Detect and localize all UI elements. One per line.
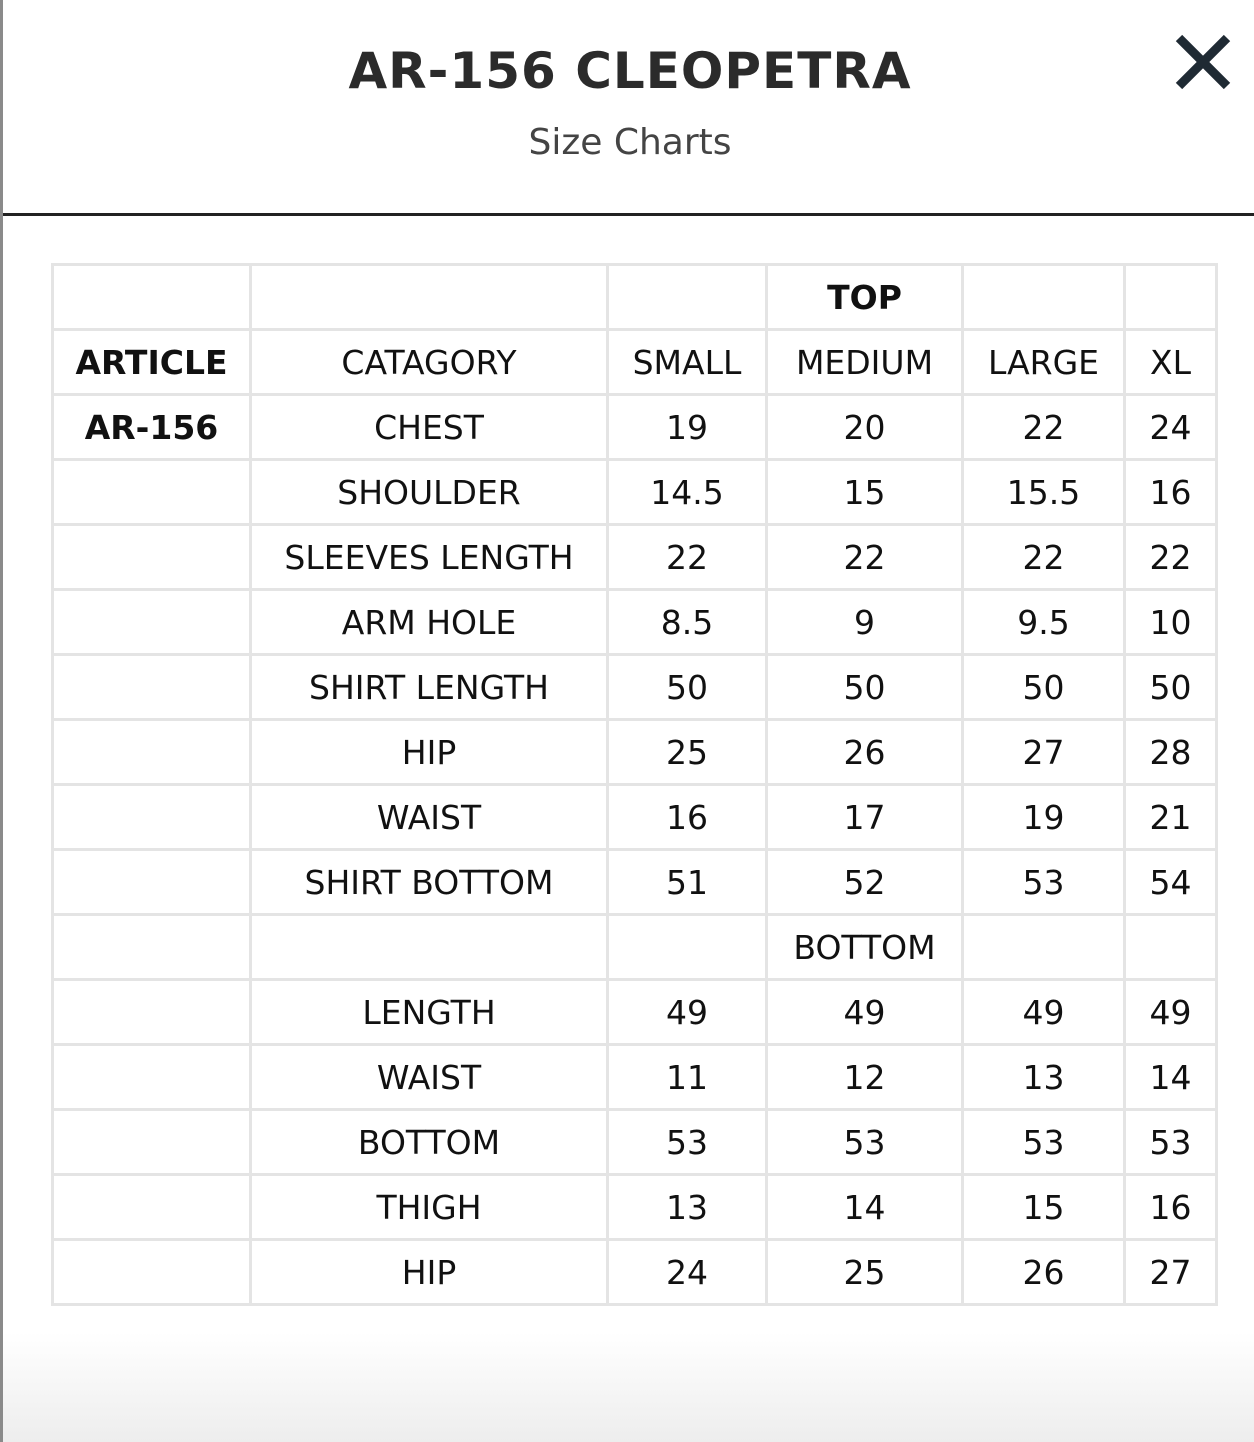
empty-cell [963,915,1125,980]
empty-cell [1125,265,1217,330]
small-value-cell: 14.5 [608,460,767,525]
large-value-cell: 15.5 [963,460,1125,525]
medium-value-cell: 9 [767,590,963,655]
empty-cell [53,1175,251,1240]
medium-value-cell: 49 [767,980,963,1045]
xl-value-cell: 28 [1125,720,1217,785]
empty-cell [53,460,251,525]
size-chart-table [51,263,1218,1306]
large-value-cell: 50 [963,655,1125,720]
small-header: SMALL [608,330,767,395]
large-value-cell: 49 [963,980,1125,1045]
category-cell: SLEEVES LENGTH [251,525,608,590]
xl-value-cell: 24 [1125,395,1217,460]
medium-value-cell: 53 [767,1110,963,1175]
category-cell: HIP [251,720,608,785]
medium-value-cell: 15 [767,460,963,525]
section-header-row [53,265,1217,330]
top-section-label: TOP [767,265,963,330]
xl-value-cell: 16 [1125,1175,1217,1240]
large-value-cell: 9.5 [963,590,1125,655]
large-value-cell: 19 [963,785,1125,850]
category-cell: HIP [251,1240,608,1305]
table-row [53,1045,1217,1110]
xl-value-cell: 27 [1125,1240,1217,1305]
close-button[interactable] [1171,30,1235,94]
xl-value-cell: 54 [1125,850,1217,915]
small-value-cell: 13 [608,1175,767,1240]
xl-value-cell: 53 [1125,1110,1217,1175]
large-value-cell: 53 [963,850,1125,915]
empty-cell [251,265,608,330]
large-value-cell: 27 [963,720,1125,785]
large-header: LARGE [963,330,1125,395]
empty-cell [53,525,251,590]
small-value-cell: 11 [608,1045,767,1110]
small-value-cell: 51 [608,850,767,915]
small-value-cell: 25 [608,720,767,785]
small-value-cell: 50 [608,655,767,720]
medium-header: MEDIUM [767,330,963,395]
size-charts-subtitle: Size Charts [528,122,732,163]
empty-cell [53,590,251,655]
empty-cell [608,915,767,980]
category-cell: LENGTH [251,980,608,1045]
small-value-cell: 8.5 [608,590,767,655]
empty-cell [53,980,251,1045]
table-row [53,785,1217,850]
product-title: AR-156 CLEOPETRA [348,42,912,100]
table-row [53,720,1217,785]
small-value-cell: 24 [608,1240,767,1305]
table-row [53,1110,1217,1175]
table-row [53,525,1217,590]
xl-value-cell: 14 [1125,1045,1217,1110]
medium-value-cell: 20 [767,395,963,460]
empty-cell [53,785,251,850]
small-value-cell: 19 [608,395,767,460]
empty-cell [53,265,251,330]
category-cell: THIGH [251,1175,608,1240]
medium-value-cell: 52 [767,850,963,915]
small-value-cell: 49 [608,980,767,1045]
table-row [53,590,1217,655]
xl-value-cell: 10 [1125,590,1217,655]
category-cell: SHIRT BOTTOM [251,850,608,915]
category-cell: WAIST [251,1045,608,1110]
empty-cell [53,1045,251,1110]
xl-value-cell: 21 [1125,785,1217,850]
medium-value-cell: 17 [767,785,963,850]
empty-cell [53,720,251,785]
large-value-cell: 53 [963,1110,1125,1175]
bottom-fade [3,1332,1254,1442]
column-header-row [53,330,1217,395]
empty-cell [963,265,1125,330]
medium-value-cell: 12 [767,1045,963,1110]
xl-header: XL [1125,330,1217,395]
small-value-cell: 22 [608,525,767,590]
category-cell: SHIRT LENGTH [251,655,608,720]
category-cell: WAIST [251,785,608,850]
category-cell: CHEST [251,395,608,460]
medium-value-cell: 26 [767,720,963,785]
table-row [53,980,1217,1045]
article-code: AR-156 [53,395,251,460]
bottom-section-row [53,915,1217,980]
xl-value-cell: 22 [1125,525,1217,590]
table-row [53,1240,1217,1305]
table-row [53,655,1217,720]
large-value-cell: 22 [963,525,1125,590]
category-cell: ARM HOLE [251,590,608,655]
large-value-cell: 22 [963,395,1125,460]
small-value-cell: 16 [608,785,767,850]
table-row [53,460,1217,525]
empty-cell [53,915,251,980]
large-value-cell: 15 [963,1175,1125,1240]
table-row [53,850,1217,915]
small-value-cell: 53 [608,1110,767,1175]
xl-value-cell: 50 [1125,655,1217,720]
article-header: ARTICLE [53,330,251,395]
large-value-cell: 26 [963,1240,1125,1305]
empty-cell [608,265,767,330]
empty-cell [53,1110,251,1175]
empty-cell [53,655,251,720]
large-value-cell: 13 [963,1045,1125,1110]
empty-cell [1125,915,1217,980]
table-row [53,1175,1217,1240]
table-row [53,395,1217,460]
bottom-section-label: BOTTOM [767,915,963,980]
category-cell: BOTTOM [251,1110,608,1175]
close-x-icon [1171,30,1235,94]
medium-value-cell: 14 [767,1175,963,1240]
empty-cell [53,1240,251,1305]
medium-value-cell: 50 [767,655,963,720]
modal-header [3,0,1254,216]
category-cell: SHOULDER [251,460,608,525]
empty-cell [53,850,251,915]
category-header: CATAGORY [251,330,608,395]
xl-value-cell: 49 [1125,980,1217,1045]
empty-cell [251,915,608,980]
xl-value-cell: 16 [1125,460,1217,525]
medium-value-cell: 22 [767,525,963,590]
medium-value-cell: 25 [767,1240,963,1305]
